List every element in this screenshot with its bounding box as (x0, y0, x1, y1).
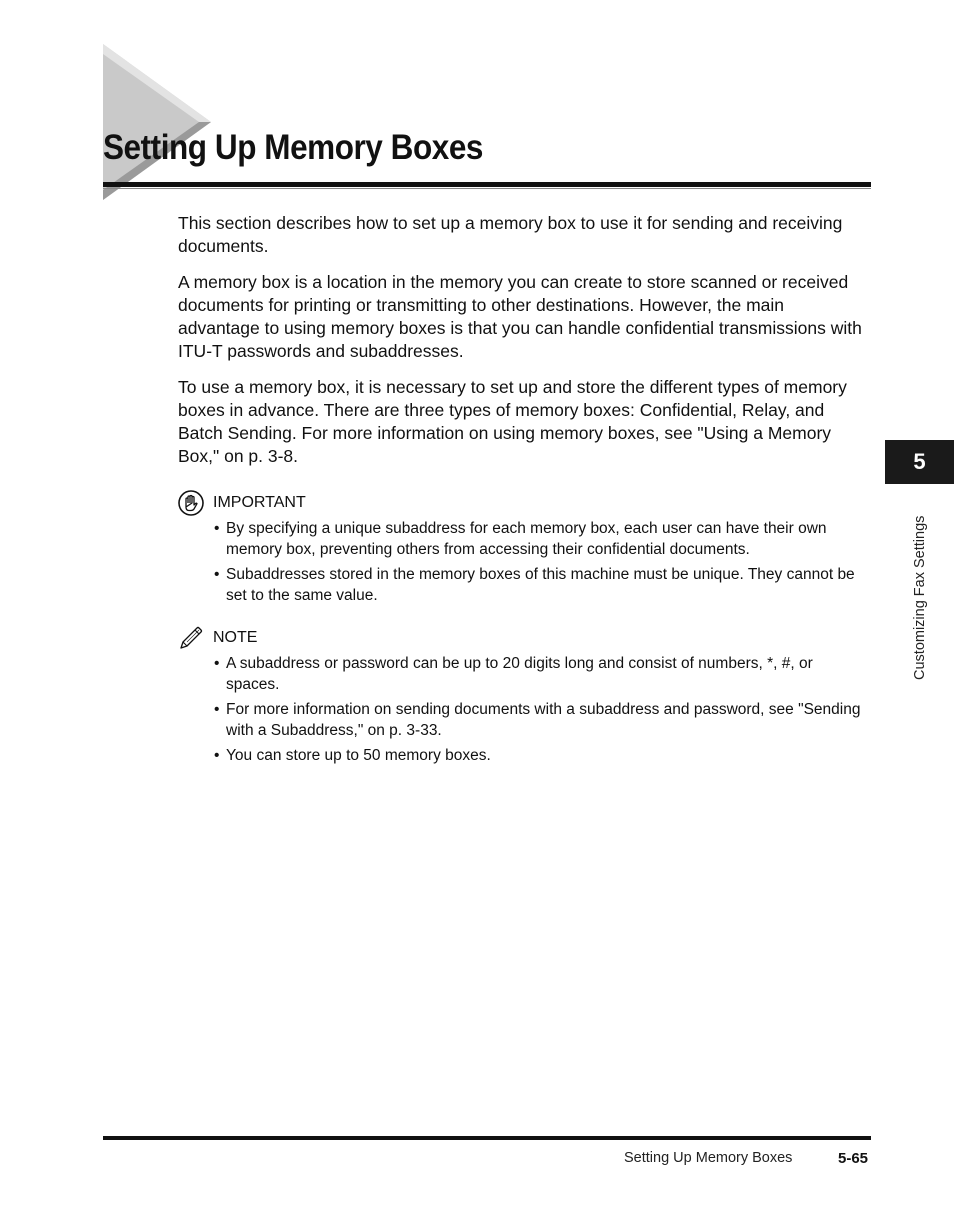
list-item: • You can store up to 50 memory boxes. (214, 745, 868, 766)
pencil-icon (178, 625, 204, 651)
page-number: 5-65 (838, 1150, 869, 1167)
footer-rule (103, 1136, 871, 1140)
important-label: IMPORTANT (213, 494, 306, 511)
paragraph: This section describes how to set up a memory box to use it for sending and receiving documents. (178, 213, 843, 256)
body-text (178, 212, 868, 481)
note-label: NOTE (213, 629, 258, 646)
important-callout (178, 490, 868, 610)
chapter-triangle-decoration (103, 44, 213, 200)
footer-section-title: Setting Up Memory Boxes (624, 1150, 793, 1166)
list-item: • Subaddresses stored in the memory boxes of this machine must be unique. They cannot be set to the same value. (214, 564, 868, 606)
note-header (178, 625, 868, 651)
list-item: • A subaddress or password can be up to 20 digits long and consist of numbers, *, #, or spaces. (214, 653, 868, 695)
paragraph: To use a memory box, it is necessary to set up and store the different types of memory boxes in advance. There are three types of memory boxes: Confidential, Relay, and Batch Sending. For more information on using memory boxes, see "Using a Memory Box," on p. 3-8. (178, 377, 847, 466)
important-header (178, 490, 868, 516)
chapter-side-label: Customizing Fax Settings (912, 515, 928, 680)
list-item: • By specifying a unique subaddress for each memory box, each user can have their own memory box, preventing others from accessing their confidential documents. (214, 518, 868, 560)
page-title: Setting Up Memory Boxes (103, 128, 483, 167)
important-list (178, 518, 868, 606)
note-list (178, 653, 868, 766)
list-item: • For more information on sending documents with a subaddress and password, see "Sending with a Subaddress," on p. 3-33. (214, 699, 868, 741)
chapter-tab: 5 (885, 440, 954, 484)
note-callout (178, 625, 868, 770)
hand-stop-icon (178, 490, 204, 516)
title-rule (103, 182, 871, 187)
title-rule-thin (103, 188, 871, 189)
paragraph: A memory box is a location in the memory you can create to store scanned or received documents for printing or transmitting to other destinations. However, the main advantage to using memory boxes is that you can handle confidential transmissions with ITU-T passwords and subaddresses. (178, 272, 862, 361)
